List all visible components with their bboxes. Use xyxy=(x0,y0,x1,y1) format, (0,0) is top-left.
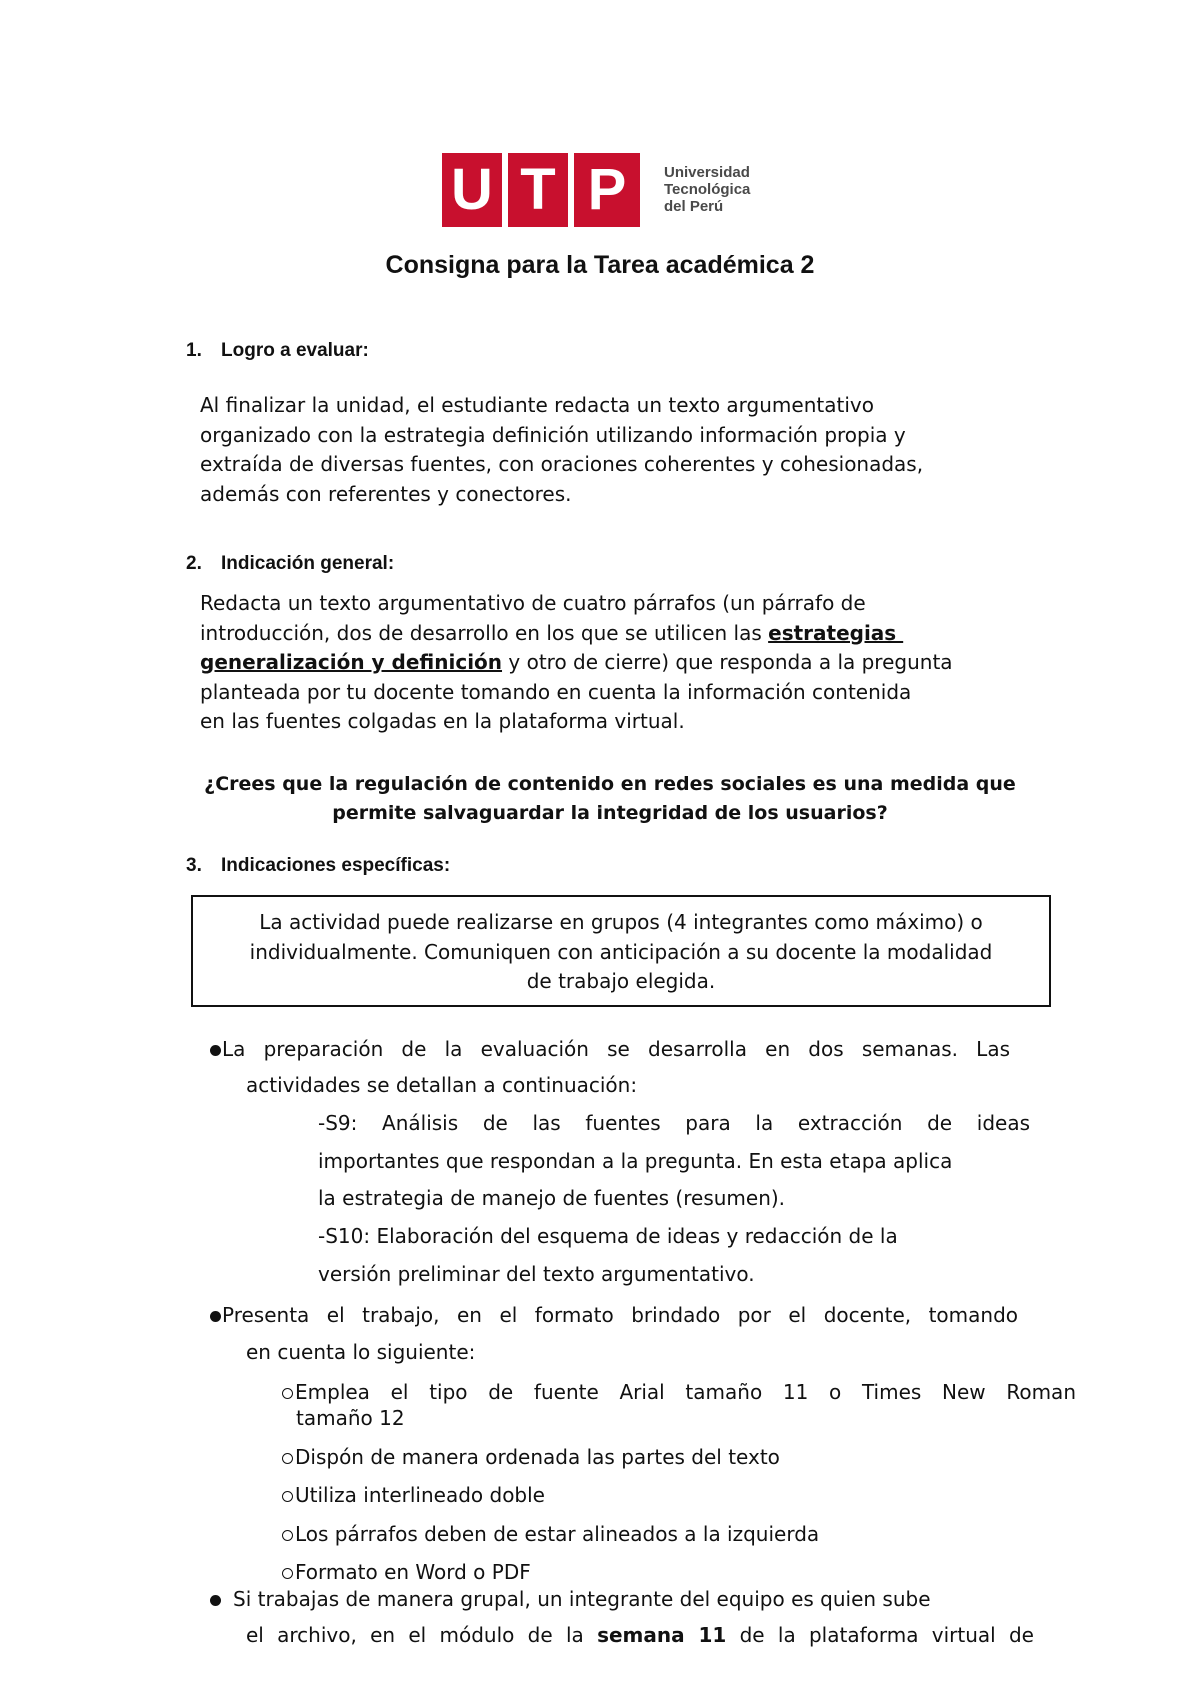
sub-bullet-order: Dispón de manera ordenada las partes del texto xyxy=(282,1445,780,1469)
sub-bullet-icon xyxy=(282,1568,293,1579)
logo-letter-p: P xyxy=(574,153,640,227)
utp-logo xyxy=(442,153,760,227)
s9-line-1: -S9: Análisis de las fuentes para la extracción de ideas xyxy=(318,1111,1030,1135)
sub-bullet-icon xyxy=(282,1388,293,1399)
sub-bullet-icon xyxy=(282,1491,293,1502)
sub-bullet-icon xyxy=(282,1453,293,1464)
document-title: Consigna para la Tarea académica 2 xyxy=(385,251,815,279)
sub-bullet-alignment: Los párrafos deben de estar alineados a la izquierda xyxy=(282,1522,819,1546)
bullet-icon xyxy=(210,1311,221,1322)
section-heading-especificas: 3. Indicaciones específicas: xyxy=(186,855,451,876)
indicacion-paragraph: Redacta un texto argumentativo de cuatro párrafos (un párrafo de introducción, dos de desarrollo en los que se utilicen las estrategias generalización y definición y otro de cierre) que responda a la pregunta planteada por tu docente tomando en cuenta la información contenida en las fuentes colgadas en la plataforma virtual. xyxy=(200,591,953,733)
bullet-group-upload-cont: el archivo, en el módulo de la semana 11 de la plataforma virtual de xyxy=(246,1623,1034,1647)
sub-bullet-file-format: Formato en Word o PDF xyxy=(282,1560,531,1584)
week-emphasis: semana 11 xyxy=(597,1623,727,1647)
section-heading-logro: 1. Logro a evaluar: xyxy=(186,340,369,361)
bullet-preparation-cont: actividades se detallan a continuación: xyxy=(246,1073,638,1097)
s10-line-2: versión preliminar del texto argumentativo. xyxy=(318,1262,755,1286)
sub-bullet-font-cont: tamaño 12 xyxy=(296,1406,405,1430)
bullet-format-cont: en cuenta lo siguiente: xyxy=(246,1340,476,1364)
logo-letter-u: U xyxy=(442,153,502,227)
bullet-format: Presenta el trabajo, en el formato brindado por el docente, tomando xyxy=(210,1303,1018,1327)
sub-bullet-icon xyxy=(282,1530,293,1541)
sub-bullet-spacing: Utiliza interlineado doble xyxy=(282,1483,545,1507)
section-heading-indicacion: 2. Indicación general: xyxy=(186,553,395,574)
sub-bullet-font: Emplea el tipo de fuente Arial tamaño 11 o Times New Roman xyxy=(282,1380,1076,1404)
s10-line-1: -S10: Elaboración del esquema de ideas y redacción de la xyxy=(318,1224,898,1248)
bullet-group-upload: Si trabajas de manera grupal, un integrante del equipo es quien sube xyxy=(210,1587,931,1611)
s9-line-2: importantes que respondan a la pregunta. En esta etapa aplica xyxy=(318,1149,953,1173)
bullet-icon xyxy=(210,1045,221,1056)
bullet-preparation: La preparación de la evaluación se desarrolla en dos semanas. Las xyxy=(210,1037,1010,1061)
bullet-icon xyxy=(210,1595,221,1606)
logo-letter-t: T xyxy=(508,153,568,227)
guiding-question: ¿Crees que la regulación de contenido en redes sociales es una medida que permite salvaguardar la integridad de los usuarios? xyxy=(204,773,1016,824)
modality-notice-box: La actividad puede realizarse en grupos (4 integrantes como máximo) o individualmente. Comuniquen con anticipación a su docente la modalidad de trabajo elegida. xyxy=(191,895,1051,1007)
strategies-emphasis: estrategias xyxy=(768,620,904,645)
logo-university-name: Universidad Tecnológica del Perú xyxy=(664,164,751,215)
logro-paragraph: Al finalizar la unidad, el estudiante redacta un texto argumentativo organizado con la estrategia definición utilizando información propia y extraída de diversas fuentes, con oraciones coherentes y cohesionadas, además con referentes y conectores. xyxy=(200,393,924,506)
strategies-emphasis-2: generalización y definición xyxy=(200,650,503,674)
s9-line-3: la estrategia de manejo de fuentes (resumen). xyxy=(318,1186,786,1210)
